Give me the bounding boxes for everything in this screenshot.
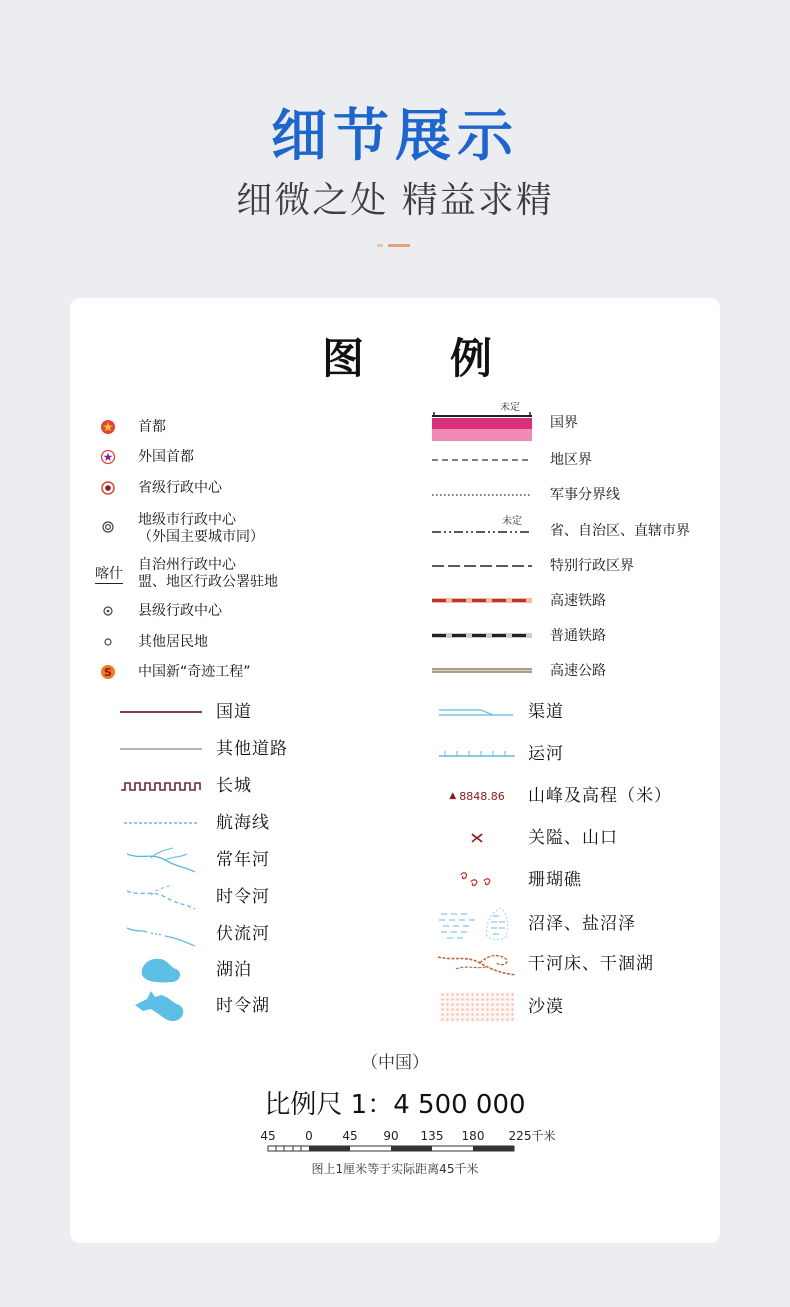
scale-tick-label: 90 [383, 1129, 399, 1143]
capital-star-icon [96, 412, 120, 442]
legend-label: 珊瑚礁 [528, 870, 582, 890]
seasonal-lake-icon [118, 991, 204, 1021]
ordinary-rail-icon [430, 621, 534, 651]
legend-item-channel [410, 697, 720, 727]
legend-label: 自治州行政中心 [138, 557, 236, 573]
desert-dots-icon [440, 990, 514, 1024]
scale-tick-label: 45 [342, 1129, 358, 1143]
legend-item-marsh [410, 906, 720, 942]
accent-dash [388, 244, 410, 247]
legend-label: 航海线 [216, 813, 270, 833]
legend-label: 山峰及高程（米） [528, 786, 672, 806]
legend-label: 干河床、干涸湖 [528, 954, 654, 974]
dash-dot-line-icon [430, 510, 534, 546]
undetermined-note: 未定 [500, 402, 520, 413]
legend-item-lake [70, 955, 390, 985]
legend-item-sar-border [410, 551, 720, 581]
scale-ratio: 比例尺 1：4 500 000 [264, 1090, 526, 1120]
dashed-line-icon [430, 445, 534, 475]
svg-text:S: S [104, 666, 112, 679]
high-speed-rail-icon [430, 586, 534, 616]
perennial-river-icon [118, 845, 204, 875]
map-legend-card [70, 298, 720, 1243]
legend-label: 长城 [216, 776, 252, 796]
legend-label: 渠道 [528, 702, 564, 722]
legend-item-perennial-river [70, 845, 390, 875]
legend-item-seasonal-lake [70, 991, 390, 1021]
legend-label: 县级行政中心 [138, 603, 222, 619]
legend-item-county-center [70, 596, 390, 626]
legend-label-secondary: （外国主要城市同） [138, 529, 264, 545]
legend-item-province-center [70, 473, 390, 503]
legend-label: 时令河 [216, 887, 270, 907]
undetermined-note: 未定 [502, 516, 522, 527]
legend-label: 中国新“奇迹工程” [138, 664, 251, 680]
legend-title-char-1: 图 [322, 334, 365, 383]
legend-item-other-settlement [70, 627, 390, 657]
seasonal-river-icon [118, 882, 204, 912]
other-road-icon [118, 734, 204, 764]
national-road-icon [118, 697, 204, 727]
legend-item-desert [410, 990, 720, 1024]
legend-label: 省、自治区、直辖市界 [550, 523, 690, 539]
legend-label: 军事分界线 [550, 487, 620, 503]
legend-label: 其他居民地 [138, 634, 208, 650]
legend-item-expressway [410, 656, 720, 686]
legend-item-mountain-pass [410, 823, 720, 853]
legend-item-sea-route [70, 808, 390, 838]
legend-item-other-road [70, 734, 390, 764]
scale-note: 图上1厘米等于实际距离45千米 [311, 1162, 479, 1176]
legend-label: 外国首都 [138, 449, 194, 465]
legend-label: 地级市行政中心 [138, 512, 236, 528]
legend-label: 高速铁路 [550, 593, 606, 609]
great-wall-icon [118, 771, 204, 801]
legend-item-ordinary-rail [410, 621, 720, 651]
legend-label: 特别行政区界 [550, 558, 634, 574]
channel-icon [434, 697, 520, 727]
legend-title-char-2: 例 [450, 334, 493, 383]
accent-dash-small [377, 244, 383, 247]
legend-item-national-road [70, 697, 390, 727]
scale-tick-label: 225千米 [508, 1129, 556, 1143]
scale-bar [260, 1128, 560, 1158]
legend-item-underground-river [70, 919, 390, 949]
legend-label: 省级行政中心 [138, 480, 222, 496]
prefecture-city-icon [96, 512, 120, 542]
miracle-project-icon [96, 657, 120, 687]
marsh-icon [434, 906, 520, 942]
canal-icon [434, 739, 520, 769]
national-border-icon [430, 402, 534, 446]
legend-label: 伏流河 [216, 924, 270, 944]
lake-icon [118, 955, 204, 985]
legend-label: 沼泽、盐沼泽 [528, 914, 636, 934]
legend-label: 国界 [550, 415, 578, 431]
scale-tick-label: 45 [260, 1129, 276, 1143]
legend-label: 高速公路 [550, 663, 606, 679]
page-title: 细节展示 [271, 104, 519, 169]
foreign-capital-icon [96, 442, 120, 472]
legend-item-prefecture-city [70, 510, 390, 545]
legend-label: 普通铁路 [550, 628, 606, 644]
legend-label: 首都 [138, 419, 166, 435]
legend-item-foreign-capital [70, 442, 390, 472]
legend-label: 湖泊 [216, 960, 252, 980]
legend-item-canal [410, 739, 720, 769]
long-dash-line-icon [430, 551, 534, 581]
peak-triangle-icon: ▲ 8848.86 [449, 789, 505, 803]
expressway-icon [430, 656, 534, 686]
legend-item-province-border [410, 510, 720, 546]
scale-tick-label: 180 [461, 1129, 485, 1143]
legend-label: 国道 [216, 702, 252, 722]
legend-item-dry-riverbed [410, 949, 720, 979]
coral-reef-icon [434, 865, 520, 895]
legend-label-secondary: 盟、地区行政公署驻地 [138, 574, 278, 590]
legend-label: 沙漠 [528, 997, 564, 1017]
county-center-icon [96, 596, 120, 626]
dry-river-icon [434, 949, 520, 979]
legend-label: 常年河 [216, 850, 270, 870]
legend-item-high-speed-rail [410, 586, 720, 616]
legend-item-miracle-project [70, 657, 390, 687]
sea-route-icon [118, 808, 204, 838]
dotted-line-icon [430, 480, 534, 510]
legend-label: 运河 [528, 744, 564, 764]
scale-tick-label: 135 [420, 1129, 444, 1143]
legend-item-national-border [410, 402, 720, 446]
legend-item-great-wall [70, 771, 390, 801]
legend-item-military-line [410, 480, 720, 510]
legend-item-autonomous-prefecture [70, 557, 390, 590]
legend-label: 时令湖 [216, 996, 270, 1016]
legend-label: 其他道路 [216, 739, 288, 759]
legend-item-capital [70, 412, 390, 442]
legend-item-peak-elevation [410, 781, 720, 811]
legend-item-region-border [410, 445, 720, 475]
legend-item-seasonal-river [70, 882, 390, 912]
legend-item-coral-reef [410, 865, 720, 895]
settlement-ring-icon [96, 627, 120, 657]
scale-tick-label: 0 [305, 1129, 313, 1143]
scale-region: （中国） [361, 1053, 429, 1073]
legend-label: 地区界 [550, 452, 592, 468]
pass-cross-icon [434, 823, 520, 853]
underlined-name-icon: 喀什 [95, 566, 123, 582]
page-subtitle: 细微之处 精益求精 [236, 180, 554, 221]
underground-river-icon [118, 919, 204, 949]
legend-label: 关隘、山口 [528, 828, 618, 848]
province-center-icon [96, 473, 120, 503]
